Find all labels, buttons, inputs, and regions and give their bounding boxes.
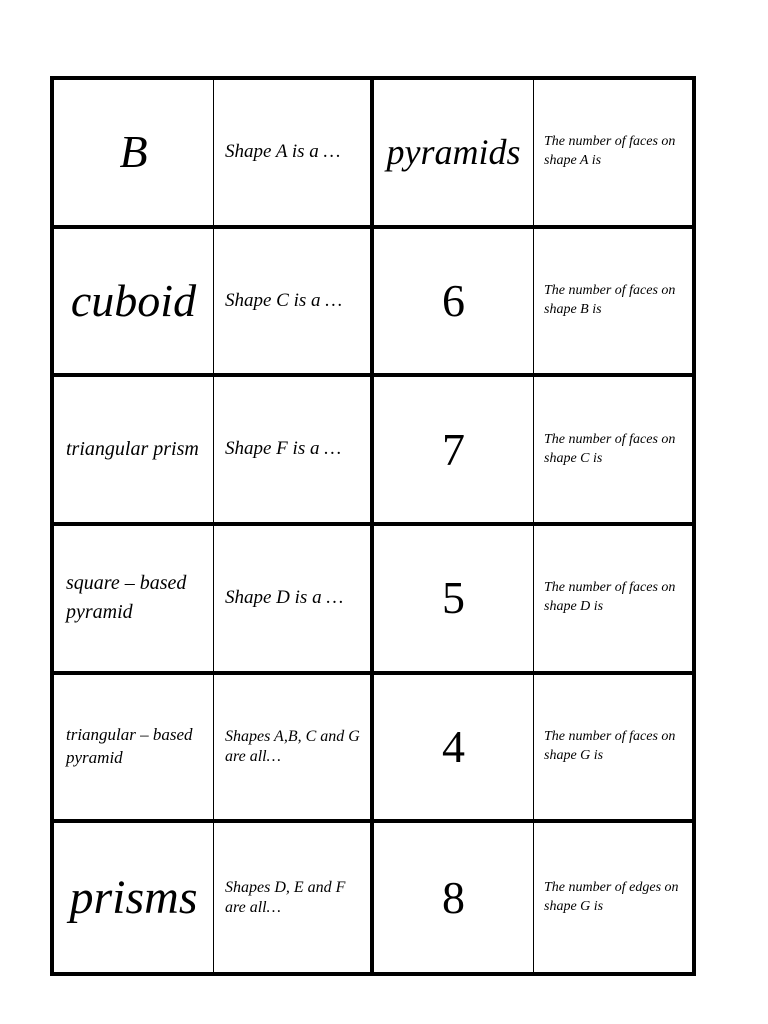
question-text: Shapes D, E and F are all… bbox=[225, 878, 346, 916]
question-text: Shape F is a … bbox=[225, 438, 342, 460]
clue-cell bbox=[534, 229, 692, 378]
value-text: 4 bbox=[442, 720, 465, 772]
answer-text: prisms bbox=[69, 870, 198, 924]
question-cell bbox=[214, 823, 374, 972]
answer-cell bbox=[54, 675, 214, 824]
clue-text: The number of faces on shape C is bbox=[544, 431, 676, 466]
value-cell bbox=[374, 823, 534, 972]
answer-text: square – based pyramid bbox=[66, 572, 187, 624]
value-cell bbox=[374, 377, 534, 526]
answer-text: cuboid bbox=[70, 274, 197, 326]
value-text: 6 bbox=[442, 274, 465, 326]
clue-text: The number of faces on shape G is bbox=[544, 729, 676, 763]
value-cell bbox=[374, 229, 534, 378]
clue-cell bbox=[534, 526, 692, 675]
value-text: pyramids bbox=[386, 132, 521, 173]
value-text: 5 bbox=[442, 572, 465, 624]
question-cell bbox=[214, 526, 374, 675]
question-text: Shapes A,B, C and G are all… bbox=[225, 727, 360, 765]
question-text: Shape A is a … bbox=[225, 140, 341, 162]
question-cell bbox=[214, 80, 374, 229]
answer-text: B bbox=[119, 126, 148, 178]
answer-cell bbox=[54, 526, 214, 675]
answer-text: triangular – based pyramid bbox=[66, 725, 193, 767]
question-text: Shape D is a … bbox=[225, 586, 344, 608]
clue-text: The number of faces on shape A is bbox=[544, 134, 676, 169]
clue-text: The number of faces on shape B is bbox=[544, 283, 676, 317]
clue-text: The number of edges on shape G is bbox=[544, 879, 679, 914]
clue-cell bbox=[534, 823, 692, 972]
clue-text: The number of faces on shape D is bbox=[544, 580, 676, 615]
question-cell bbox=[214, 229, 374, 378]
answer-text: triangular prism bbox=[66, 438, 199, 461]
clue-cell bbox=[534, 675, 692, 824]
question-cell bbox=[214, 675, 374, 824]
value-text: 8 bbox=[442, 871, 465, 923]
answer-cell bbox=[54, 823, 214, 972]
value-cell bbox=[374, 675, 534, 824]
value-cell bbox=[374, 526, 534, 675]
value-cell bbox=[374, 80, 534, 229]
answer-cell bbox=[54, 80, 214, 229]
question-cell bbox=[214, 377, 374, 526]
clue-cell bbox=[534, 80, 692, 229]
value-text: 7 bbox=[442, 423, 465, 475]
clue-cell bbox=[534, 377, 692, 526]
question-text: Shape C is a … bbox=[225, 289, 343, 311]
answer-cell bbox=[54, 377, 214, 526]
domino-card-grid bbox=[50, 76, 696, 976]
answer-cell bbox=[54, 229, 214, 378]
